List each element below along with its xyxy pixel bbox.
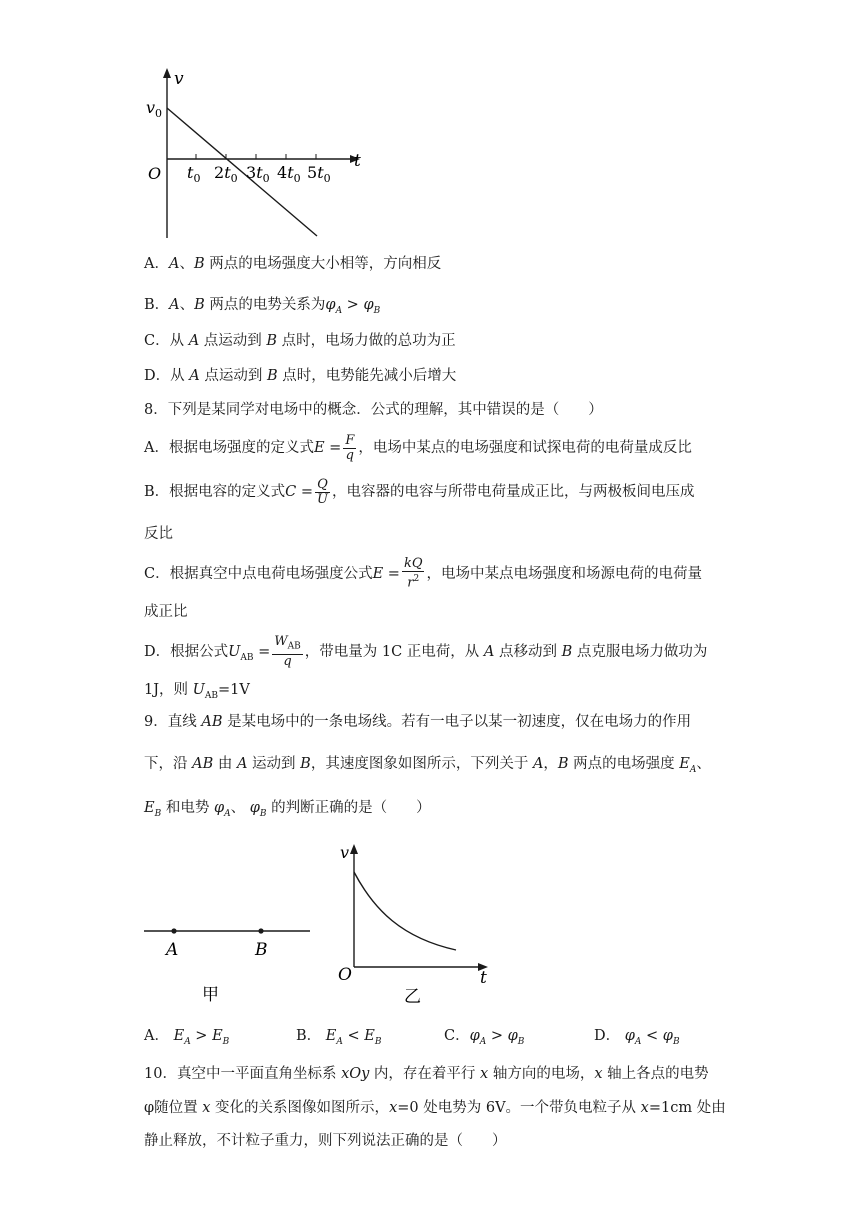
fraction-Q-over-U: $\frac{Q}{U}$	[317, 476, 328, 507]
q9-option-c[interactable]: C．$\varphi_A > \varphi_B$	[444, 1028, 525, 1047]
v-axis-arrow	[163, 68, 171, 78]
origin-label: O	[148, 164, 162, 183]
tick-label-t0: $t_0$	[187, 163, 201, 185]
fraction-F-over-q: $\frac{F}{q}$	[345, 432, 355, 463]
t-axis-label: t	[480, 968, 487, 988]
q7-option-b[interactable]: B．A、B 两点的电势关系为$\varphi_A > \varphi_B$	[144, 297, 381, 316]
q10-stem-line3: 静止释放，不计粒子重力，则下列说法正确的是（ ）	[144, 1133, 507, 1149]
tick-label-2t0: $2t_0$	[214, 163, 238, 185]
figure-caption-yi: 乙	[404, 987, 421, 1007]
q7-option-a[interactable]: A．A、B 两点的电场强度大小相等，方向相反	[144, 256, 442, 272]
q8-option-c-cont: 成正比	[144, 604, 188, 620]
point-a-dot	[171, 928, 176, 933]
vt-graph-decay	[330, 840, 500, 1010]
tick-label-4t0: $4t_0$	[277, 163, 301, 185]
fraction-kQ-over-r2: $\frac{kQ}{r^2}$	[403, 556, 423, 591]
point-b-dot	[258, 928, 263, 933]
q8-option-a[interactable]: A．根据电场强度的定义式E = $\frac{F}{q}$ ，电场中某点的电场强度和试探电荷的电荷量成反比	[144, 432, 692, 463]
tick-label-5t0: $5t_0$	[307, 163, 331, 185]
q9-stem-line1: 9．直线 AB 是某电场中的一条电场线。若有一电子以某一初速度，仅在电场力的作用	[144, 714, 692, 730]
q9-option-b[interactable]: B． $E_A < E_B$	[296, 1028, 382, 1047]
v-axis-arrow	[350, 844, 358, 854]
t-axis-label: t	[354, 151, 361, 171]
q9-stem-line3: $E_B$ 和电势 $\varphi_A$、 $\varphi_B$ 的判断正确的是（ ）	[144, 800, 431, 819]
q7-option-d[interactable]: D．从 A 点运动到 B 点时，电势能先减小后增大	[144, 368, 457, 384]
q8-option-d-cont: 1J，则 $U_{AB}=1V$	[144, 682, 250, 701]
velocity-curve	[354, 872, 456, 950]
tick-label-3t0: $3t_0$	[246, 163, 270, 185]
v-axis-label: v	[174, 69, 184, 89]
q8-option-d[interactable]: D．根据公式$U_{AB}$ = $\frac{W_{AB}}{q}$ ，带电量为 1C 正电荷，从 A 点移动到 B 点克服电场力做功为	[144, 634, 708, 669]
point-a-label: A	[166, 940, 179, 960]
q8-option-c[interactable]: C．根据真空中点电荷电场强度公式E = $\frac{kQ}{r^2}$ ，电场中某点电场强度和场源电荷的电荷量	[144, 556, 702, 591]
v0-label: $v_0$	[146, 98, 163, 120]
v-axis-label: v	[340, 843, 350, 862]
q10-stem-line2: φ随位置 x 变化的关系图像如图所示，x=0 处电势为 6V。一个带负电粒子从 x=1cm 处由	[144, 1100, 726, 1116]
q9-stem-line2: 下，沿 AB 由 A 运动到 B，其速度图象如图所示，下列关于 A，B 两点的电场强度 $E_A$、	[144, 756, 711, 775]
q8-option-b-cont: 反比	[144, 526, 173, 542]
q8-stem: 8．下列是某同学对电场中的概念．公式的理解，其中错误的是（ ）	[144, 402, 603, 418]
figure-field-line	[140, 912, 320, 1012]
q7-option-c[interactable]: C．从 A 点运动到 B 点时，电场力做的总功为正	[144, 333, 456, 349]
point-b-label: B	[255, 940, 268, 960]
figure-caption-jia: 甲	[202, 985, 219, 1005]
fraction-WAB-over-q: $\frac{W_{AB}}{q}$	[274, 634, 301, 669]
vt-graph-linear	[140, 62, 380, 244]
q8-option-b[interactable]: B．根据电容的定义式C = $\frac{Q}{U}$ ，电容器的电容与所带电荷量成正比，与两极板间电压成	[144, 476, 695, 507]
q9-option-a[interactable]: A． $E_A > E_B$	[144, 1028, 230, 1047]
q10-stem-line1: 10．真空中一平面直角坐标系 xOy 内，存在着平行 x 轴方向的电场，x 轴上各点的电势	[144, 1066, 709, 1082]
origin-label: O	[338, 965, 352, 985]
q9-option-d[interactable]: D． $\varphi_A < \varphi_B$	[594, 1028, 680, 1047]
